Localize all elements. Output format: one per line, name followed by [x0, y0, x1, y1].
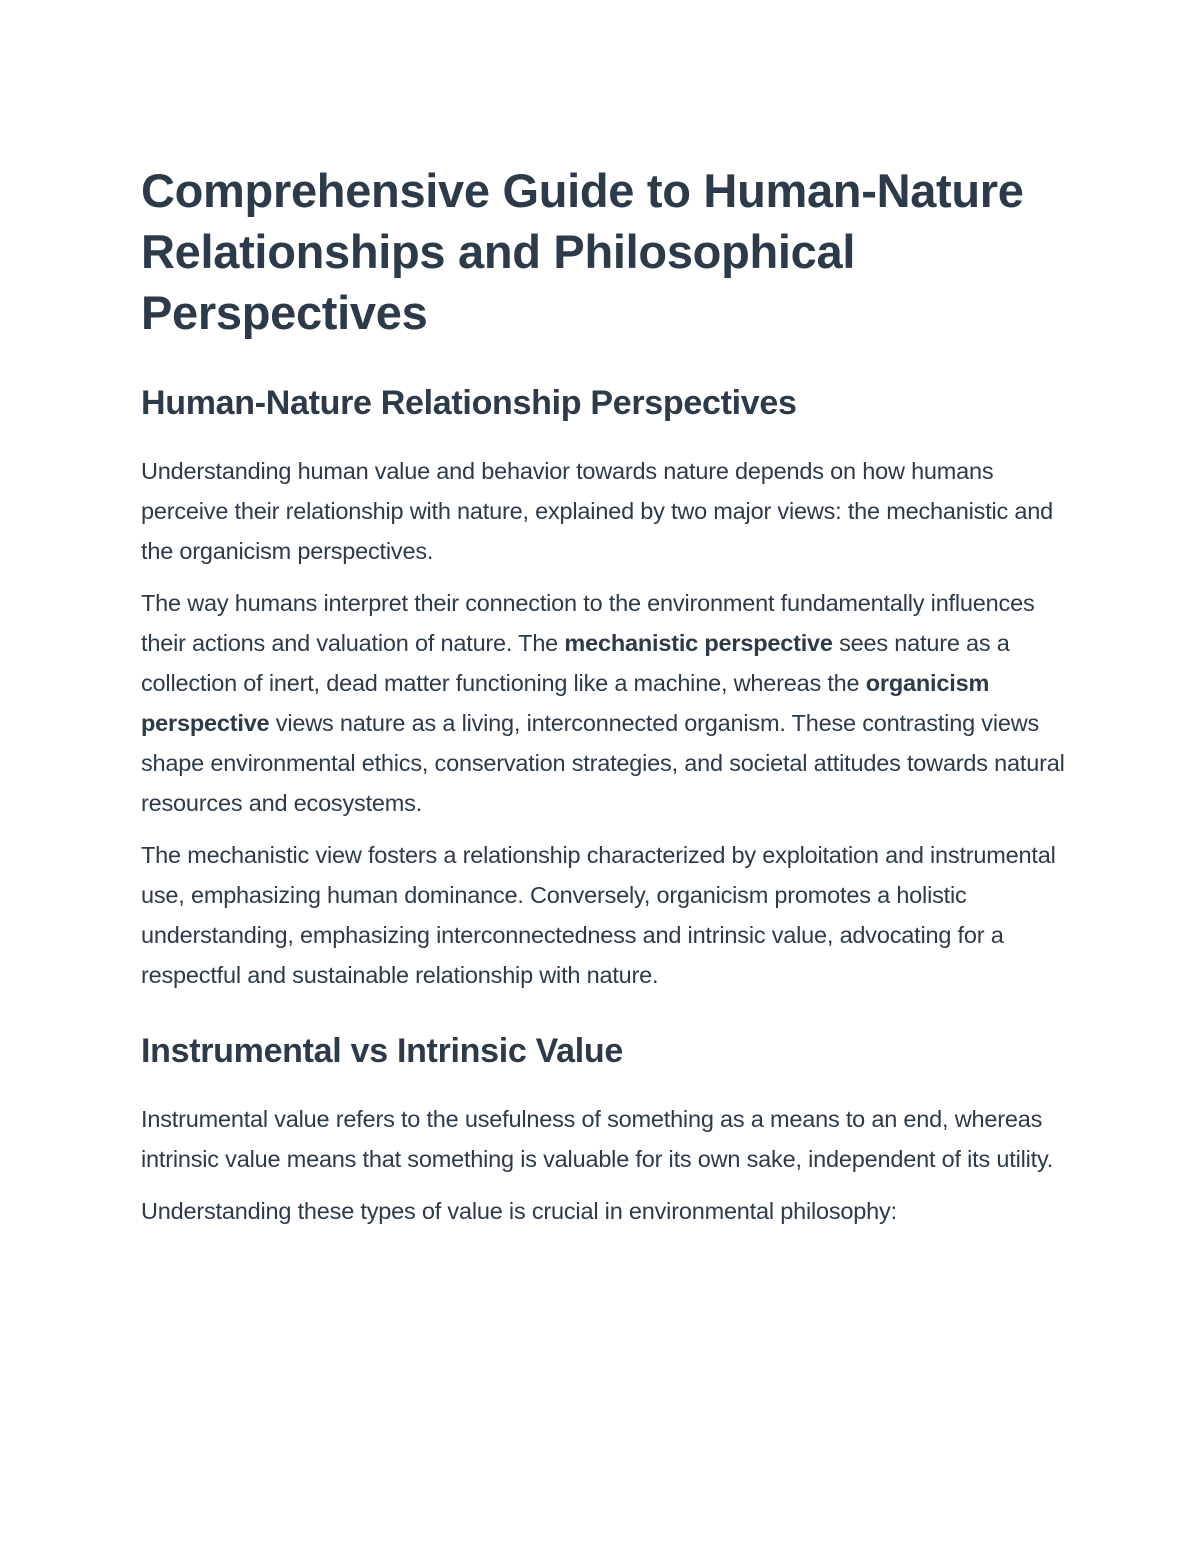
section-heading-value: Instrumental vs Intrinsic Value: [141, 1032, 623, 1070]
document-title: Comprehensive Guide to Human-Nature Relationships and Philosophical Perspectives: [141, 164, 1024, 339]
section-heading-perspectives: Human-Nature Relationship Perspectives: [141, 384, 797, 422]
document-page: [141, 160, 1071, 1243]
text-span: The way humans interpret their connection to the environment fundamentally influences their actions and valuation of nature. The: [141, 590, 1035, 656]
bold-term-mechanistic: mechanistic perspective: [564, 630, 833, 656]
paragraph-value-importance: Understanding these types of value is crucial in environmental philosophy:: [141, 1198, 897, 1224]
text-span: sees nature as a collection of inert, dead matter functioning like a machine, whereas the: [141, 630, 1010, 696]
paragraph-perspectives: [141, 583, 1071, 823]
bold-term-organicism: organicism perspective: [141, 670, 990, 736]
paragraph-intro: Understanding human value and behavior towards nature depends on how humans perceive their relationship with nature, explained by two major views: the mechanistic and the organicism perspectives.: [141, 458, 1054, 564]
text-span: views nature as a living, interconnected organism. These contrasting views shape environmental ethics, conservation strategies, and societal attitudes towards natural resources and ecosystems.: [141, 710, 1065, 816]
paragraph-value-definition: Instrumental value refers to the usefulness of something as a means to an end, whereas intrinsic value means that something is valuable for its own sake, independent of its utility.: [141, 1106, 1054, 1172]
paragraph-comparison: The mechanistic view fosters a relationship characterized by exploitation and instrumental use, emphasizing human dominance. Conversely, organicism promotes a holistic understanding, emphasizing interconnectedness and intrinsic value, advocating for a respectful and sustainable relationship with nature.: [141, 842, 1056, 988]
